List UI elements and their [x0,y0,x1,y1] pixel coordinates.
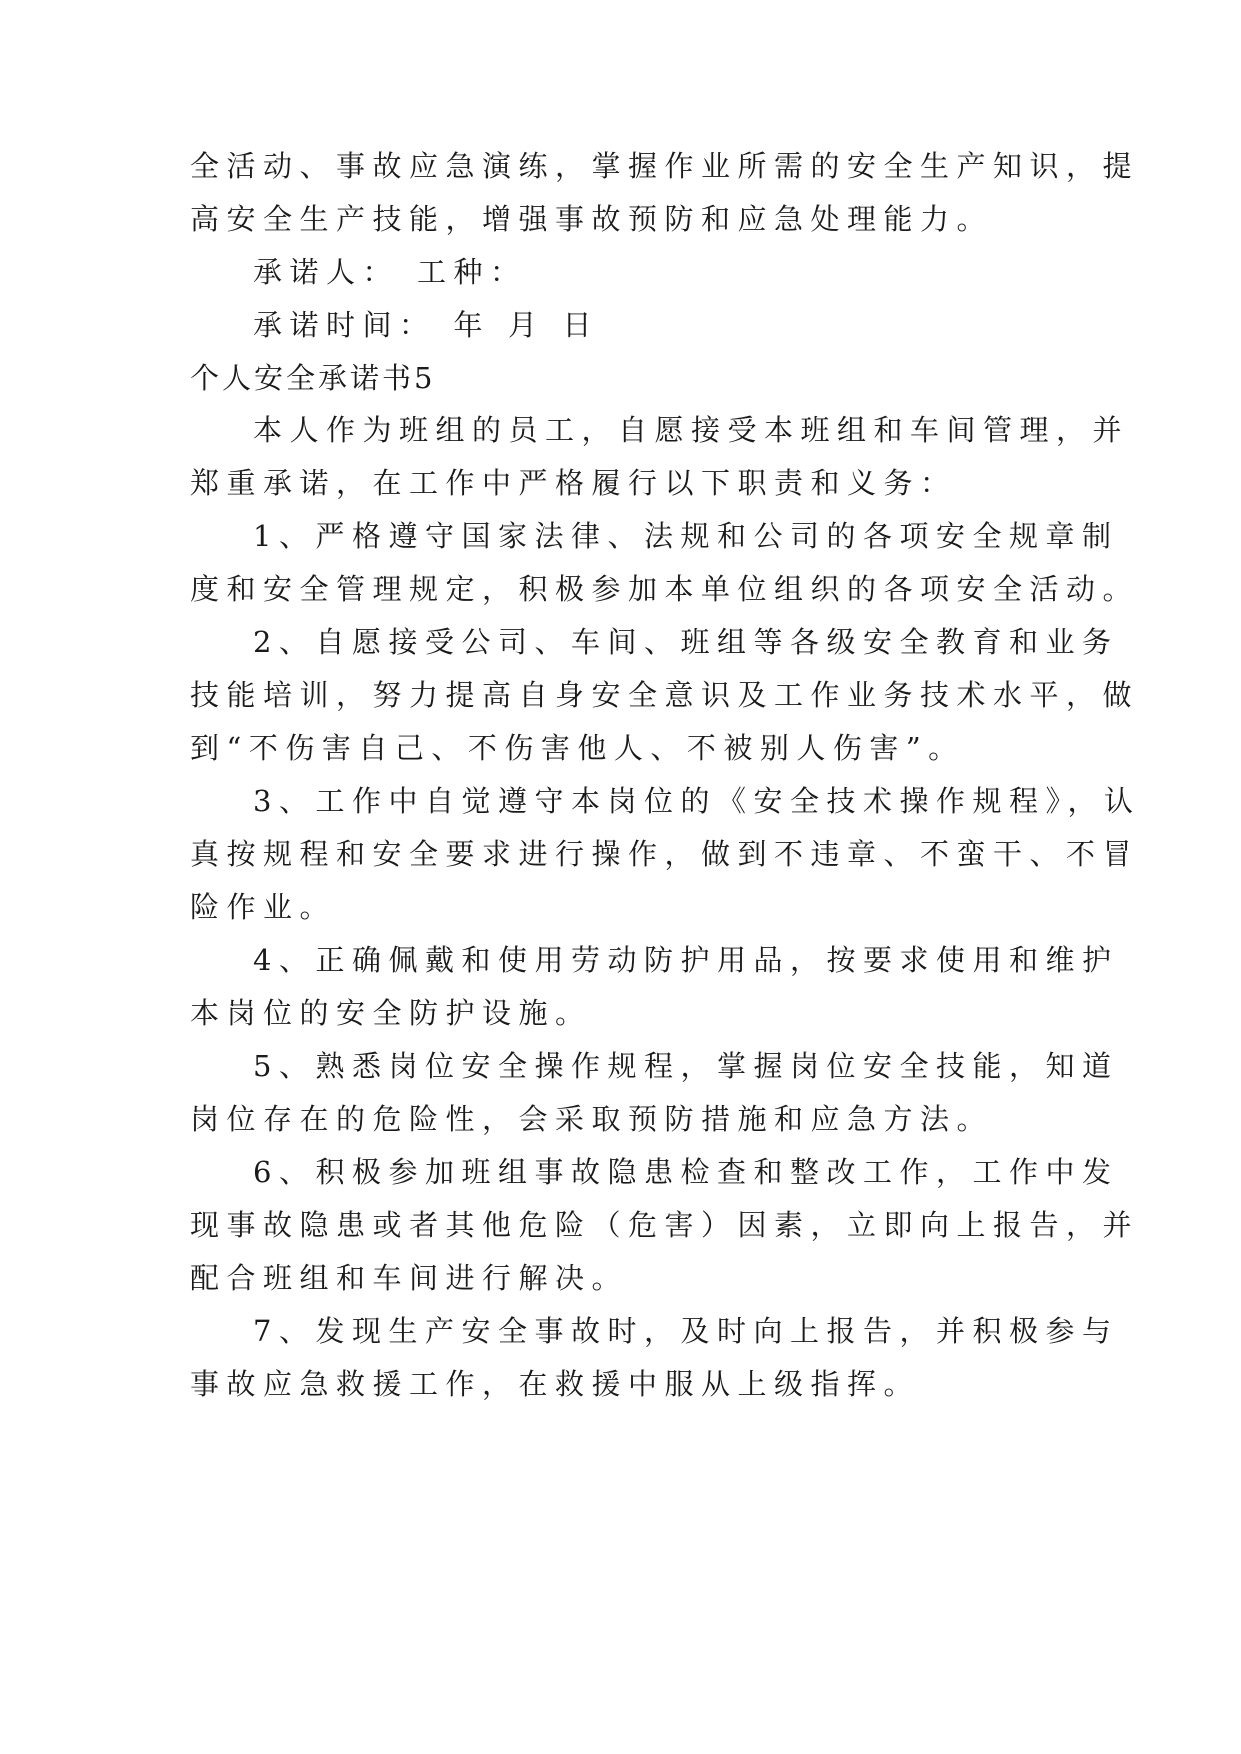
paragraph-line: 现事故隐患或者其他危险（危害）因素，立即向上报告，并 [190,1208,1140,1242]
signature-time [253,305,599,345]
paragraph-line: 2、自愿接受公司、车间、班组等各级安全教育和业务 [253,625,1119,659]
section-title: 个人安全承诺书5 [190,361,436,395]
paragraph-line: 真按规程和安全要求进行操作，做到不违章、不蛮干、不冒 [190,837,1140,871]
paragraph-line: 5、熟悉岗位安全操作规程，掌握岗位安全技能，知道 [253,1049,1119,1083]
paragraph-line: 6、积极参加班组事故隐患检查和整改工作，工作中发 [253,1155,1119,1189]
paragraph-line: 4、正确佩戴和使用劳动防护用品，按要求使用和维护 [253,943,1119,977]
paragraph-line: 本人作为班组的员工，自愿接受本班组和车间管理，并 [253,413,1130,447]
time-label: 承诺时间： [253,308,436,342]
paragraph-line: 险作业。 [190,890,337,924]
text-line: 高安全生产技能，增强事故预防和应急处理能力。 [190,202,994,236]
paragraph-line: 7、发现生产安全事故时，及时向上报告，并积极参与 [253,1314,1119,1348]
paragraph-line: 岗位存在的危险性，会采取预防措施和应急方法。 [190,1102,994,1136]
job-label: 工种： [417,255,527,289]
month-label: 月 [508,308,545,342]
paragraph-line: 度和安全管理规定，积极参加本单位组织的各项安全活动。 [190,572,1140,606]
paragraph-line: 技能培训，努力提高自身安全意识及工作业务技术水平，做 [190,678,1140,712]
paragraph-line: 配合班组和车间进行解决。 [190,1261,629,1295]
promiser-label: 承诺人： [253,255,400,289]
paragraph-line: 郑重承诺，在工作中严格履行以下职责和义务： [190,466,957,500]
signature-promiser [253,252,527,292]
year-label: 年 [453,308,491,342]
paragraph-line: 本岗位的安全防护设施。 [190,996,592,1030]
paragraph-line: 3、工作中自觉遵守本岗位的《安全技术操作规程》，认 [253,784,1141,818]
day-label: 日 [562,308,600,342]
text-line: 全活动、事故应急演练，掌握作业所需的安全生产知识，提 [190,149,1140,183]
paragraph-line: 事故应急救援工作，在救援中服从上级指挥。 [190,1367,921,1401]
paragraph-line: 1、严格遵守国家法律、法规和公司的各项安全规章制 [253,519,1119,553]
paragraph-line: 到“不伤害自己、不伤害他人、不被别人伤害”。 [190,731,965,765]
